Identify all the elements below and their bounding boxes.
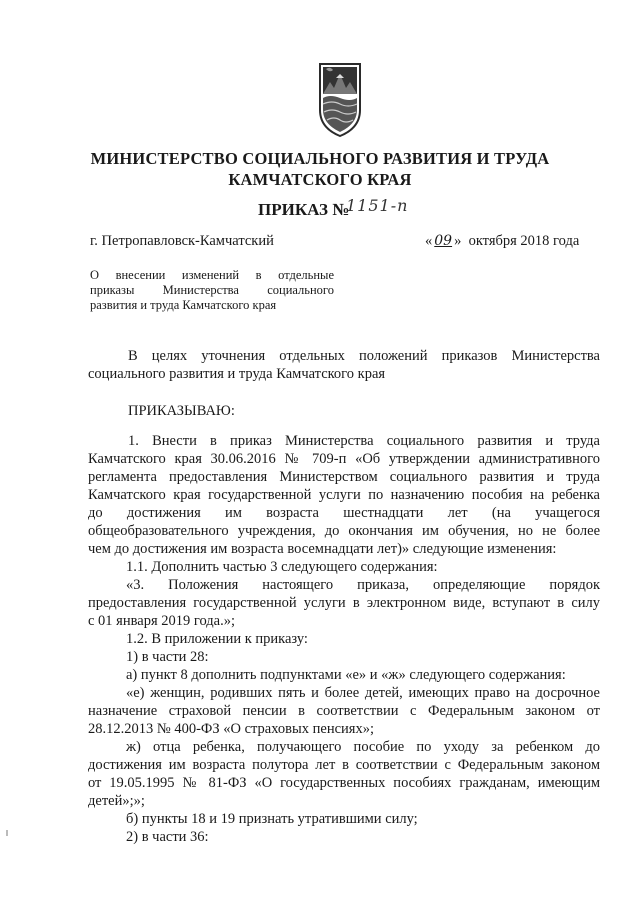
order-subject xyxy=(90,268,334,313)
text-line: с 01 января 2019 года.»; xyxy=(88,613,236,629)
ministry-name-line1: МИНИСТЕРСТВО СОЦИАЛЬНОГО РАЗВИТИЯ И ТРУДА xyxy=(90,149,550,168)
text-line: регламента предоставления Министерством социального развития и труда xyxy=(88,469,600,485)
ministry-name-line2: КАМЧАТСКОГО КРАЯ xyxy=(228,170,412,189)
text-line: ж) отца ребенка, получающего пособие по уходу за ребенком до xyxy=(126,739,600,755)
text-line: общеобразовательного учреждения, до окончания им обучения, но не более xyxy=(88,523,600,539)
text-line: от 19.05.1995 № 81-ФЗ «О государственных пособиях гражданам, имеющим xyxy=(88,775,600,791)
text-line: 1.1. Дополнить частью 3 следующего содержания: xyxy=(126,559,438,575)
text-line: достижения им возраста полутора лет в соответствии с Федеральным законом xyxy=(88,757,600,773)
subject-line: приказы Министерства социального xyxy=(90,283,334,297)
coat-of-arms-icon xyxy=(318,62,362,138)
text-line: 2) в части 36: xyxy=(126,829,209,845)
text-line: назначение страховой пенсии в соответствии с Федеральным законом от xyxy=(88,703,600,719)
date-open-quote: « xyxy=(425,233,433,249)
text-line: «е) женщин, родивших пять и более детей, имеющих право на досрочное xyxy=(126,685,600,701)
command-word xyxy=(88,402,600,420)
text-line: чем до достижения им возраста восемнадцати лет)» следующие изменения: xyxy=(88,541,557,557)
text-line: Камчатского края государственной услуги по назначению пособия на ребенка xyxy=(88,487,600,503)
order-title: ПРИКАЗ № xyxy=(258,200,350,219)
text-line: В целях уточнения отдельных положений приказов Министерства xyxy=(128,348,600,364)
text-line: Камчатского края 30.06.2016 № 709-п «Об утверждении административного xyxy=(88,451,600,467)
date-day-handwritten: 09 xyxy=(434,233,453,249)
order-paragraphs xyxy=(88,432,600,846)
text-line: б) пункты 18 и 19 признать утратившими силу; xyxy=(126,811,418,827)
date-month-year: октября 2018 года xyxy=(468,233,580,249)
text-line: 28.12.2013 № 400-ФЗ «О страховых пенсиях»; xyxy=(88,721,374,737)
order-date xyxy=(425,233,579,250)
text-line: 1. Внести в приказ Министерства социального развития и труда xyxy=(128,433,600,449)
order-number-handwritten: 1151-п xyxy=(346,196,409,215)
text-line: детей»;»; xyxy=(88,793,145,809)
date-close-quote: » xyxy=(454,233,462,249)
text-line: 1) в части 28: xyxy=(126,649,209,665)
text-line: предоставления государственной услуги в электронном виде, вступают в силу xyxy=(88,595,600,611)
scan-margin-mark xyxy=(6,830,8,836)
text-line: ПРИКАЗЫВАЮ: xyxy=(128,403,235,419)
city-line: г. Петропавловск-Камчатский xyxy=(90,233,274,249)
text-line: 1.2. В приложении к приказу: xyxy=(126,631,308,647)
text-line: «3. Положения настоящего приказа, определяющие порядок xyxy=(126,577,600,593)
text-line: а) пункт 8 дополнить подпунктами «е» и «ж» следующего содержания: xyxy=(126,667,566,683)
text-line: социального развития и труда Камчатского края xyxy=(88,366,386,382)
preamble xyxy=(88,347,600,383)
subject-line: О внесении изменений в отдельные xyxy=(90,268,334,282)
text-line: до достижения им возраста шестнадцати лет (на учащегося xyxy=(88,505,600,521)
subject-line: развития и труда Камчатского края xyxy=(90,298,277,312)
